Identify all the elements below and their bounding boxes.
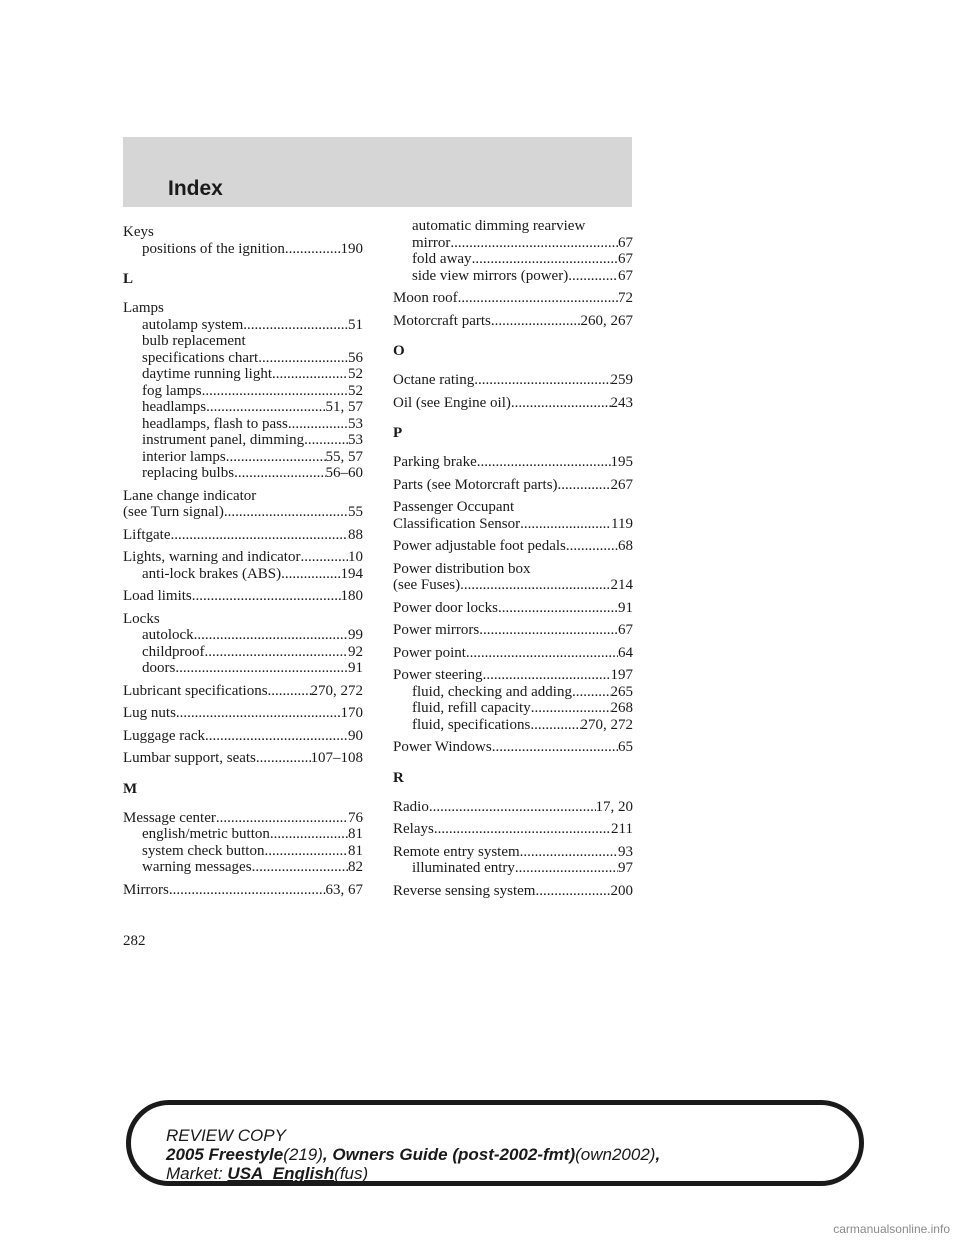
dot-leader — [206, 399, 325, 416]
page-reference: 51 — [348, 316, 363, 333]
index-entry — [123, 588, 363, 605]
index-entry — [393, 844, 633, 877]
page-reference: 55, 57 — [325, 448, 363, 465]
index-entry — [123, 683, 363, 700]
index-term — [393, 600, 633, 617]
entry-text: Power Windows — [393, 739, 492, 755]
index-subentry — [123, 465, 363, 482]
entry-text: fluid, checking and adding — [412, 683, 572, 700]
entry-text: Message center — [123, 809, 216, 826]
page-reference: 267 — [610, 476, 633, 493]
dot-leader — [511, 395, 611, 412]
entry-text: Liftgate — [123, 526, 171, 543]
page-reference: 97 — [618, 860, 633, 876]
entry-text: headlamps — [142, 399, 207, 415]
review-copy-model-line — [166, 1145, 660, 1164]
index-subentry — [123, 241, 363, 258]
entry-text: Power point — [393, 644, 466, 661]
entry-text: Mirrors — [123, 881, 169, 898]
index-entry — [393, 561, 633, 594]
dot-leader — [566, 538, 618, 555]
index-subentry — [123, 826, 363, 843]
index-term — [393, 739, 633, 756]
review-copy-text — [166, 1126, 660, 1183]
index-entry — [393, 667, 633, 733]
page-reference: 68 — [618, 538, 633, 554]
index-entry — [393, 739, 633, 756]
page-reference: 63, 67 — [325, 881, 363, 898]
dot-leader — [252, 859, 348, 876]
page-reference: 270, 272 — [310, 682, 363, 699]
dot-leader — [176, 705, 341, 722]
page-reference: 64 — [618, 644, 633, 661]
page-reference: 81 — [348, 842, 363, 859]
entry-text: fluid, refill capacity — [412, 700, 531, 716]
page-reference: 90 — [348, 727, 363, 744]
index-term — [393, 883, 633, 900]
index-subentry — [123, 660, 363, 677]
dot-leader — [472, 251, 618, 268]
dot-leader — [304, 432, 348, 449]
page-reference: 200 — [610, 882, 633, 899]
entry-text: Luggage rack — [123, 727, 206, 744]
index-entry — [393, 600, 633, 617]
entry-text: Oil (see Engine oil) — [393, 394, 511, 411]
dot-leader — [234, 465, 325, 482]
index-subentry — [123, 644, 363, 661]
entry-text: specifications chart — [142, 349, 259, 366]
index-term — [393, 290, 633, 307]
dot-leader — [492, 739, 618, 756]
page-reference: 180 — [340, 588, 363, 604]
index-term — [393, 821, 633, 838]
page-reference: 52 — [348, 366, 363, 382]
dot-leader — [192, 588, 341, 605]
dot-leader — [243, 317, 348, 334]
index-term — [393, 645, 633, 662]
index-term: Passenger Occupant — [393, 499, 515, 515]
index-term — [123, 549, 363, 566]
entry-text: Parts (see Motorcraft parts) — [393, 476, 558, 493]
page-reference: 260, 267 — [580, 312, 633, 329]
index-subentry — [393, 251, 633, 268]
index-term: Lamps — [123, 300, 164, 316]
dot-leader — [572, 684, 611, 701]
index-entry — [123, 810, 363, 876]
index-subentry — [123, 416, 363, 433]
page-reference: 211 — [611, 821, 633, 837]
page-reference: 67 — [618, 251, 633, 267]
dot-leader — [204, 644, 348, 661]
entry-text: Power steering — [393, 667, 483, 683]
page-reference: 93 — [618, 843, 633, 860]
entry-text: Relays — [393, 821, 434, 837]
dot-leader — [530, 717, 580, 734]
index-term — [393, 477, 633, 494]
dot-leader — [558, 477, 611, 494]
entry-text: positions of the ignition — [142, 240, 285, 257]
page-reference: 265 — [610, 683, 633, 700]
market-code: (fus) — [334, 1164, 369, 1183]
entry-text: interior lamps — [142, 448, 226, 465]
entry-text: Motorcraft parts — [393, 312, 491, 329]
index-subentry — [123, 399, 363, 416]
index-entry — [123, 750, 363, 767]
page-reference: 53 — [348, 432, 363, 448]
dot-leader — [498, 600, 618, 617]
index-entry — [123, 549, 363, 582]
dot-leader — [474, 372, 610, 389]
dot-leader — [434, 821, 611, 838]
index-term — [393, 667, 633, 684]
page-reference: 65 — [618, 739, 633, 755]
index-term — [123, 588, 363, 605]
dot-leader — [450, 235, 618, 252]
index-subentry: automatic dimming rearview — [412, 218, 586, 234]
entry-text: Reverse sensing system — [393, 882, 536, 899]
dot-leader — [258, 350, 348, 367]
page-reference: 55 — [348, 504, 363, 520]
page-reference: 53 — [348, 415, 363, 432]
index-term — [393, 313, 633, 330]
dot-leader — [458, 290, 618, 307]
page-reference: 51, 57 — [325, 399, 363, 415]
index-entry — [393, 395, 633, 412]
entry-text: system check button — [142, 842, 265, 859]
dot-leader — [568, 268, 618, 285]
index-entry — [123, 611, 363, 677]
entry-text: childproof — [142, 643, 205, 660]
index-subentry — [123, 449, 363, 466]
dot-leader — [300, 549, 348, 566]
entry-text: Lights, warning and indicator — [123, 549, 301, 565]
entry-text: Parking brake — [393, 454, 477, 470]
entry-text: mirror — [412, 234, 451, 251]
index-entry — [393, 645, 633, 662]
entry-text: autolamp system — [142, 316, 244, 333]
index-subentry — [123, 432, 363, 449]
index-entry — [393, 622, 633, 639]
dot-leader — [268, 683, 311, 700]
page-reference: 67 — [618, 267, 633, 284]
page-reference: 82 — [348, 859, 363, 875]
index-subentry — [393, 700, 633, 717]
page-reference: 194 — [340, 565, 363, 582]
entry-text: warning messages — [142, 859, 252, 875]
index-subentry — [393, 717, 633, 734]
entry-text: side view mirrors (power) — [412, 267, 569, 284]
index-entry — [393, 218, 633, 284]
index-term: Locks — [123, 610, 160, 627]
page-title: Index — [168, 177, 223, 200]
index-term: Keys — [123, 224, 154, 240]
index-term — [393, 395, 633, 412]
dot-leader — [477, 454, 611, 471]
guide-comma: , — [655, 1145, 661, 1164]
index-term — [123, 810, 363, 827]
dot-leader — [491, 313, 581, 330]
watermark: carmanualsonline.info — [833, 1222, 950, 1236]
page-reference: 119 — [611, 515, 633, 532]
model-code: (219) — [283, 1145, 323, 1164]
dot-leader — [270, 826, 348, 843]
page-reference: 190 — [340, 240, 363, 257]
index-subentry — [123, 843, 363, 860]
dot-leader — [460, 577, 610, 594]
entry-text: (see Fuses) — [393, 577, 461, 593]
page-reference: 268 — [610, 700, 633, 716]
index-term — [123, 683, 363, 700]
entry-text: fold away — [412, 251, 472, 267]
dot-leader — [535, 883, 610, 900]
index-subentry — [123, 627, 363, 644]
dot-leader — [288, 416, 348, 433]
entry-text: illuminated entry — [412, 860, 515, 876]
index-letter-heading: L — [123, 271, 134, 287]
dot-leader — [520, 516, 611, 533]
page-reference: 92 — [348, 643, 363, 660]
page-reference: 170 — [340, 705, 363, 721]
index-entry — [123, 728, 363, 745]
entry-text: Classification Sensor — [393, 515, 521, 532]
dot-leader — [515, 860, 618, 877]
page-reference: 17, 20 — [595, 798, 633, 815]
entry-text: Power adjustable foot pedals — [393, 538, 566, 554]
entry-text: instrument panel, dimming — [142, 432, 305, 448]
page-reference: 91 — [348, 660, 363, 676]
dot-leader — [429, 799, 596, 816]
index-subentry — [123, 566, 363, 583]
index-entry — [393, 313, 633, 330]
index-term — [393, 577, 633, 594]
index-subentry — [393, 268, 633, 285]
dot-leader — [226, 449, 326, 466]
page-reference: 52 — [348, 382, 363, 399]
index-term — [393, 622, 633, 639]
entry-text: english/metric button — [142, 826, 270, 842]
entry-text: (see Turn signal) — [123, 504, 224, 520]
index-letter-heading: M — [123, 780, 138, 797]
dot-leader — [272, 366, 348, 383]
entry-text: Power mirrors — [393, 622, 480, 638]
page-reference: 259 — [610, 372, 633, 388]
market-label: Market: — [166, 1164, 223, 1183]
dot-leader — [483, 667, 611, 684]
entry-text: Remote entry system — [393, 843, 520, 860]
index-entry — [123, 224, 363, 257]
index-term — [123, 750, 363, 767]
guide-separator: , — [322, 1145, 333, 1164]
dot-leader — [175, 660, 348, 677]
entry-text: Load limits — [123, 588, 192, 604]
page-reference: 197 — [610, 667, 633, 683]
dot-leader — [224, 504, 348, 521]
index-subentry — [123, 366, 363, 383]
page-reference: 56–60 — [325, 465, 363, 481]
entry-text: replacing bulbs — [142, 465, 235, 481]
dot-leader — [285, 241, 341, 258]
guide-name: Owners Guide (post-2002-fmt) — [332, 1145, 576, 1164]
guide-code: (own2002) — [575, 1145, 656, 1164]
index-term — [123, 527, 363, 544]
index-term — [393, 454, 633, 471]
index-subentry: bulb replacement — [142, 333, 246, 349]
entry-text: fluid, specifications — [412, 716, 531, 733]
model-name: 2005 Freestyle — [166, 1145, 284, 1164]
index-entry — [393, 799, 633, 816]
index-term: Power distribution box — [393, 560, 531, 577]
dot-leader — [281, 566, 340, 583]
index-term — [393, 372, 633, 389]
index-subentry — [123, 317, 363, 334]
index-subentry — [123, 859, 363, 876]
index-term: Lane change indicator — [123, 487, 257, 504]
index-subentry — [393, 235, 633, 252]
page-reference: 81 — [348, 826, 363, 842]
dot-leader — [194, 627, 348, 644]
dot-leader — [479, 622, 618, 639]
entry-text: doors — [142, 660, 176, 676]
entry-text: Lubricant specifications — [123, 682, 268, 699]
index-entry — [393, 883, 633, 900]
page-reference: 67 — [618, 234, 633, 251]
dot-leader — [169, 882, 326, 899]
page-reference: 195 — [610, 454, 633, 470]
entry-text: Lumbar support, seats — [123, 750, 256, 766]
index-subentry — [393, 860, 633, 877]
index-entry — [393, 477, 633, 494]
index-entry — [393, 372, 633, 389]
index-column-right — [393, 218, 633, 905]
review-copy-label: REVIEW COPY — [166, 1126, 286, 1145]
market-name: USA_English — [227, 1164, 335, 1183]
index-term — [393, 538, 633, 555]
index-term — [123, 705, 363, 722]
index-entry — [123, 488, 363, 521]
entry-text: Power door locks — [393, 599, 498, 616]
index-entry — [123, 300, 363, 482]
index-term — [123, 504, 363, 521]
index-entry — [123, 527, 363, 544]
index-term — [123, 882, 363, 899]
entry-text: Lug nuts — [123, 705, 176, 721]
entry-text: anti-lock brakes (ABS) — [142, 565, 282, 582]
page-reference: 88 — [348, 526, 363, 543]
index-term — [393, 516, 633, 533]
index-subentry — [123, 350, 363, 367]
page-reference: 214 — [610, 577, 633, 593]
page-reference: 107–108 — [310, 750, 363, 766]
dot-leader — [531, 700, 611, 717]
entry-text: headlamps, flash to pass — [142, 415, 288, 432]
index-subentry — [393, 684, 633, 701]
index-term — [123, 728, 363, 745]
entry-text: autolock — [142, 627, 194, 643]
index-subentry — [123, 383, 363, 400]
index-entry — [393, 290, 633, 307]
page-reference: 56 — [348, 349, 363, 366]
index-entry — [393, 499, 633, 532]
page-reference: 67 — [618, 622, 633, 638]
page-reference: 270, 272 — [580, 716, 633, 733]
page-reference: 76 — [348, 809, 363, 826]
index-entry — [123, 705, 363, 722]
index-entry — [393, 454, 633, 471]
page-reference: 72 — [618, 290, 633, 306]
index-letter-heading: R — [393, 769, 404, 786]
index-letter-heading: P — [393, 425, 403, 441]
index-entry — [393, 821, 633, 838]
page-number: 282 — [123, 933, 146, 949]
entry-text: Moon roof — [393, 290, 458, 306]
index-term — [393, 799, 633, 816]
dot-leader — [205, 728, 348, 745]
index-entry — [123, 882, 363, 899]
dot-leader — [466, 645, 618, 662]
entry-text: daytime running light — [142, 366, 272, 382]
dot-leader — [216, 810, 348, 827]
review-copy-market-line — [166, 1164, 660, 1183]
dot-leader — [520, 844, 618, 861]
dot-leader — [256, 750, 311, 767]
entry-text: fog lamps — [142, 382, 202, 399]
index-letter-heading: O — [393, 343, 405, 359]
page-reference: 10 — [348, 549, 363, 565]
page-reference: 243 — [610, 394, 633, 411]
index-column-left — [123, 224, 363, 904]
dot-leader — [264, 843, 348, 860]
index-entry — [393, 538, 633, 555]
dot-leader — [202, 383, 348, 400]
entry-text: Octane rating — [393, 372, 475, 388]
entry-text: Radio — [393, 798, 429, 815]
index-term — [393, 844, 633, 861]
page-reference: 91 — [618, 599, 633, 616]
page-reference: 99 — [348, 627, 363, 643]
dot-leader — [170, 527, 348, 544]
